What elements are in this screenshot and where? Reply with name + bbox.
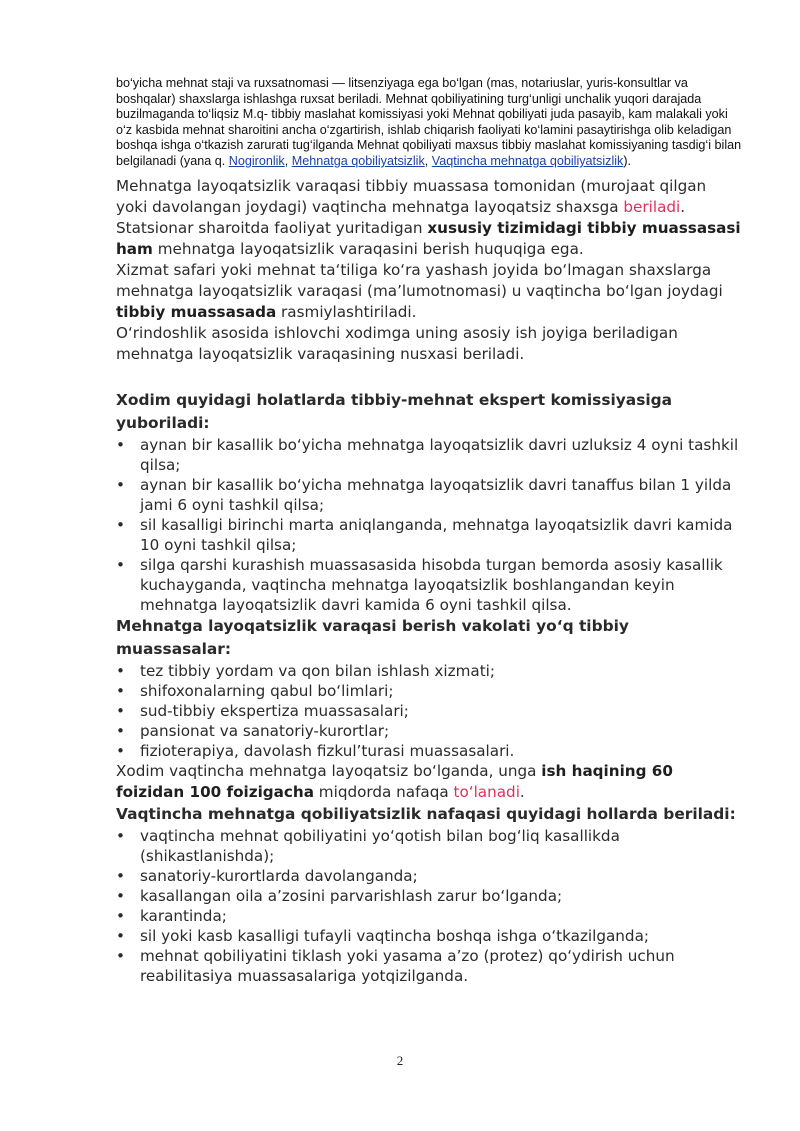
list-item: • shifoxonalarning qabul bo‘limlari; xyxy=(116,681,742,701)
list-benefit-cases xyxy=(116,826,742,986)
bold-phrase: tibbiy muassasada xyxy=(116,302,277,321)
list-item: • karantinda; xyxy=(116,906,742,926)
highlighted-word: to‘lanadi xyxy=(453,782,520,801)
link-nogironlik[interactable]: Nogironlik xyxy=(228,153,285,168)
paragraph-text: . xyxy=(519,782,525,801)
list-item: • aynan bir kasallik bo‘yicha mehnatga layoqatsizlik davri uzluksiz 4 oyni tashkil qilsa; xyxy=(116,435,742,475)
intro-paragraph xyxy=(116,76,742,170)
list-item: • pansionat va sanatoriy-kurortlar; xyxy=(116,721,742,741)
paragraph-benefit xyxy=(116,761,742,803)
paragraph-text: Xizmat safari yoki mehnat ta‘tiliga ko‘ra yashash joyida bo‘lmagan shaxslarga mehnatga layoqatsizlik varaqasi (ma’lumotnomasi) u vaqtincha bo‘lgan joydagi xyxy=(116,260,723,300)
list-item: • silga qarshi kurashish muassasasida hisobda turgan bemorda asosiy kasallik kuchayganda, vaqtincha mehnatga layoqatsizlik boshlangandan keyin mehnatga layoqatsizlik davri kamida 6 oyni tashkil qilsa. xyxy=(116,555,742,615)
paragraph-text: mehnatga layoqatsizlik varaqasini berish huquqiga ega. xyxy=(152,239,584,258)
highlighted-word: beriladi xyxy=(623,197,681,216)
paragraph-text: Mehnatga layoqatsizlik varaqasi tibbiy muassasa tomonidan (murojaat qilgan yoki davolangan joydagi) vaqtincha mehnatga layoqatsiz shaxsga xyxy=(116,176,707,216)
paragraph-text: . xyxy=(680,197,686,216)
list-item: • sud-tibbiy ekspertiza muassasalari; xyxy=(116,701,742,721)
list-commission xyxy=(116,435,742,615)
list-item: • kasallangan oila a’zosini parvarishlash zarur bo‘lganda; xyxy=(116,886,742,906)
intro-text-end: ). xyxy=(623,153,632,168)
intro-separator: , xyxy=(284,153,292,168)
list-item: • fizioterapiya, davolash fizkul’turasi muassasalari. xyxy=(116,741,742,761)
bold-phrase: xususiy tizimidagi tibbiy muassasasi ham xyxy=(116,218,741,258)
intro-text: bo‘yicha mehnat staji va ruxsatnomasi — litsenziyaga ega bo‘lgan (mas, notariuslar, yuris-konsultlar va boshqalar) shaxslarga ishlashga ruxsat beriladi. Mehnat qobiliyatining turg‘unligi unchalik yuqori darajada buzilmaganda to‘liqsiz M.q- tibbiy maslahat komissiyasi yoki Mehnat qobiliyati juda pasayib, kam malakali yoki o‘z kasbida mehnat sharoitini ancha o‘zgartirish, ishlab chiqarish faoliyati ko‘lamini pasaytirishga olib keladigan boshqa ishga o‘tkazish zarurati tug‘ilganda Mehnat qobiliyati maxsus tibbiy maslahat komissiyaning tasdig‘i bilan belgilanadi (yana q. xyxy=(116,76,742,168)
paragraph-text: miqdorda nafaqa xyxy=(313,782,454,801)
section-heading-benefit-cases: Vaqtincha mehnatga qobiliyatsizlik nafaqasi quyidagi hollarda beriladi: xyxy=(116,804,736,823)
link-vaqtincha-mehnatga-qobiliyatsizlik[interactable]: Vaqtincha mehnatga qobiliyatsizlik xyxy=(431,153,624,168)
intro-separator: , xyxy=(424,153,432,168)
list-no-authority xyxy=(116,661,742,761)
paragraph-text: Xodim vaqtincha mehnatga layoqatsiz bo‘lganda, unga xyxy=(116,761,542,780)
paragraph-issuance xyxy=(116,176,742,260)
paragraph-part-time: O‘rindoshlik asosida ishlovchi xodimga uning asosiy ish joyiga beriladigan mehnatga layoqatsizlik varaqasining nusxasi beriladi. xyxy=(116,323,678,363)
document-page xyxy=(116,76,742,986)
section-heading-no-authority: Mehnatga layoqatsizlik varaqasi berish vakolati yo‘q tibbiy muassasalar: xyxy=(116,616,629,658)
list-item: • sil yoki kasb kasalligi tufayli vaqtincha boshqa ishga o‘tkazilganda; xyxy=(116,926,742,946)
list-item: • tez tibbiy yordam va qon bilan ishlash xizmati; xyxy=(116,661,742,681)
link-mehnatga-qobiliyatsizlik[interactable]: Mehnatga qobiliyatsizlik xyxy=(291,153,425,168)
bold-phrase: ish haqining 60 foizidan 100 foizigacha xyxy=(116,761,673,801)
section-heading-commission: Xodim quyidagi holatlarda tibbiy-mehnat ekspert komissiyasiga yuboriladi: xyxy=(116,390,673,432)
list-item: • sanatoriy-kurortlarda davolanganda; xyxy=(116,866,742,886)
list-item: • vaqtincha mehnat qobiliyatini yo‘qotish bilan bog‘liq kasallikda (shikastlanishda); xyxy=(116,826,742,866)
page-number: 2 xyxy=(396,1053,404,1068)
list-item: • sil kasalligi birinchi marta aniqlanganda, mehnatga layoqatsizlik davri kamida 10 oyni tashkil qilsa; xyxy=(116,515,742,555)
paragraph-text: rasmiylashtiriladi. xyxy=(276,302,417,321)
list-item: • aynan bir kasallik bo‘yicha mehnatga layoqatsizlik davri tanaffus bilan 1 yilda jami 6 oyni tashkil qilsa; xyxy=(116,475,742,515)
list-item: • mehnat qobiliyatini tiklash yoki yasama a’zo (protez) qo‘ydirish uchun reabilitasiya muassasalariga yotqizilganda. xyxy=(116,946,742,986)
paragraph-text: Statsionar sharoitda faoliyat yuritadigan xyxy=(116,218,428,237)
paragraph-business-trip xyxy=(116,260,742,323)
